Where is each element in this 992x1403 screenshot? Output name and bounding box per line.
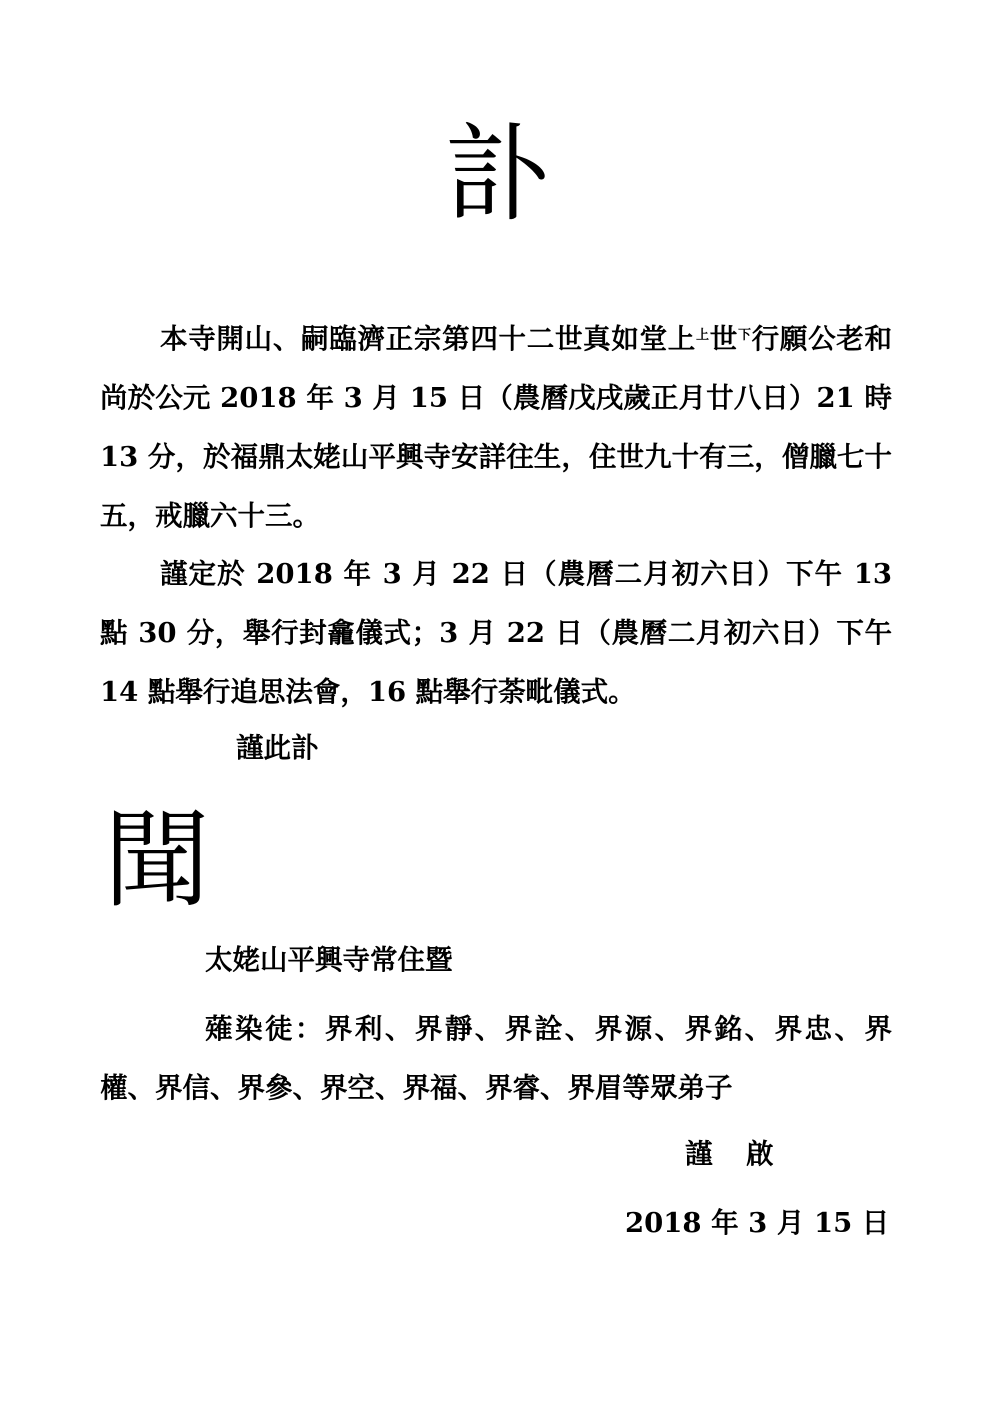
announcement-text-part3: 行願公老和尚於公元 2018 年 3 月 15 日（農曆戊戌歲正月廿八日）21 時 13 分，於福鼎太姥山平興寺安詳往生，住世九十有三，僧臘七十五，戒臘六十三。 — [100, 323, 892, 532]
notice-title-char: 訃 — [444, 113, 550, 236]
closing-phrase: 謹此訃 — [236, 732, 319, 764]
announcement-paragraph — [100, 310, 892, 546]
disciples-list: 薙染徒：界利、界靜、界詮、界源、界銘、界忠、界權、界信、界參、界空、界福、界睿、界眉等眾弟子 — [100, 1013, 892, 1104]
notice-date: 2018 年 3 月 15 日 — [625, 1207, 890, 1239]
superscript-up-mark: 上 — [696, 328, 710, 343]
superscript-down-mark: 下 — [737, 328, 752, 343]
announcement-text-part2: 世 — [709, 323, 738, 355]
announcement-text-part1: 本寺開山、嗣臨濟正宗第四十二世真如堂上 — [160, 323, 696, 355]
temple-sender-line: 太姥山平興寺常住暨 — [205, 944, 453, 976]
signoff-text: 謹 啟 — [685, 1138, 786, 1170]
notice-wen-char: 聞 — [104, 799, 210, 922]
ceremony-schedule-paragraph: 謹定於 2018 年 3 月 22 日（農曆二月初六日）下午 13 點 30 分，舉行封龕儀式；3 月 22 日（農曆二月初六日）下午 14 點舉行追思法會，16 點舉行荼毗儀式。 — [100, 558, 892, 708]
